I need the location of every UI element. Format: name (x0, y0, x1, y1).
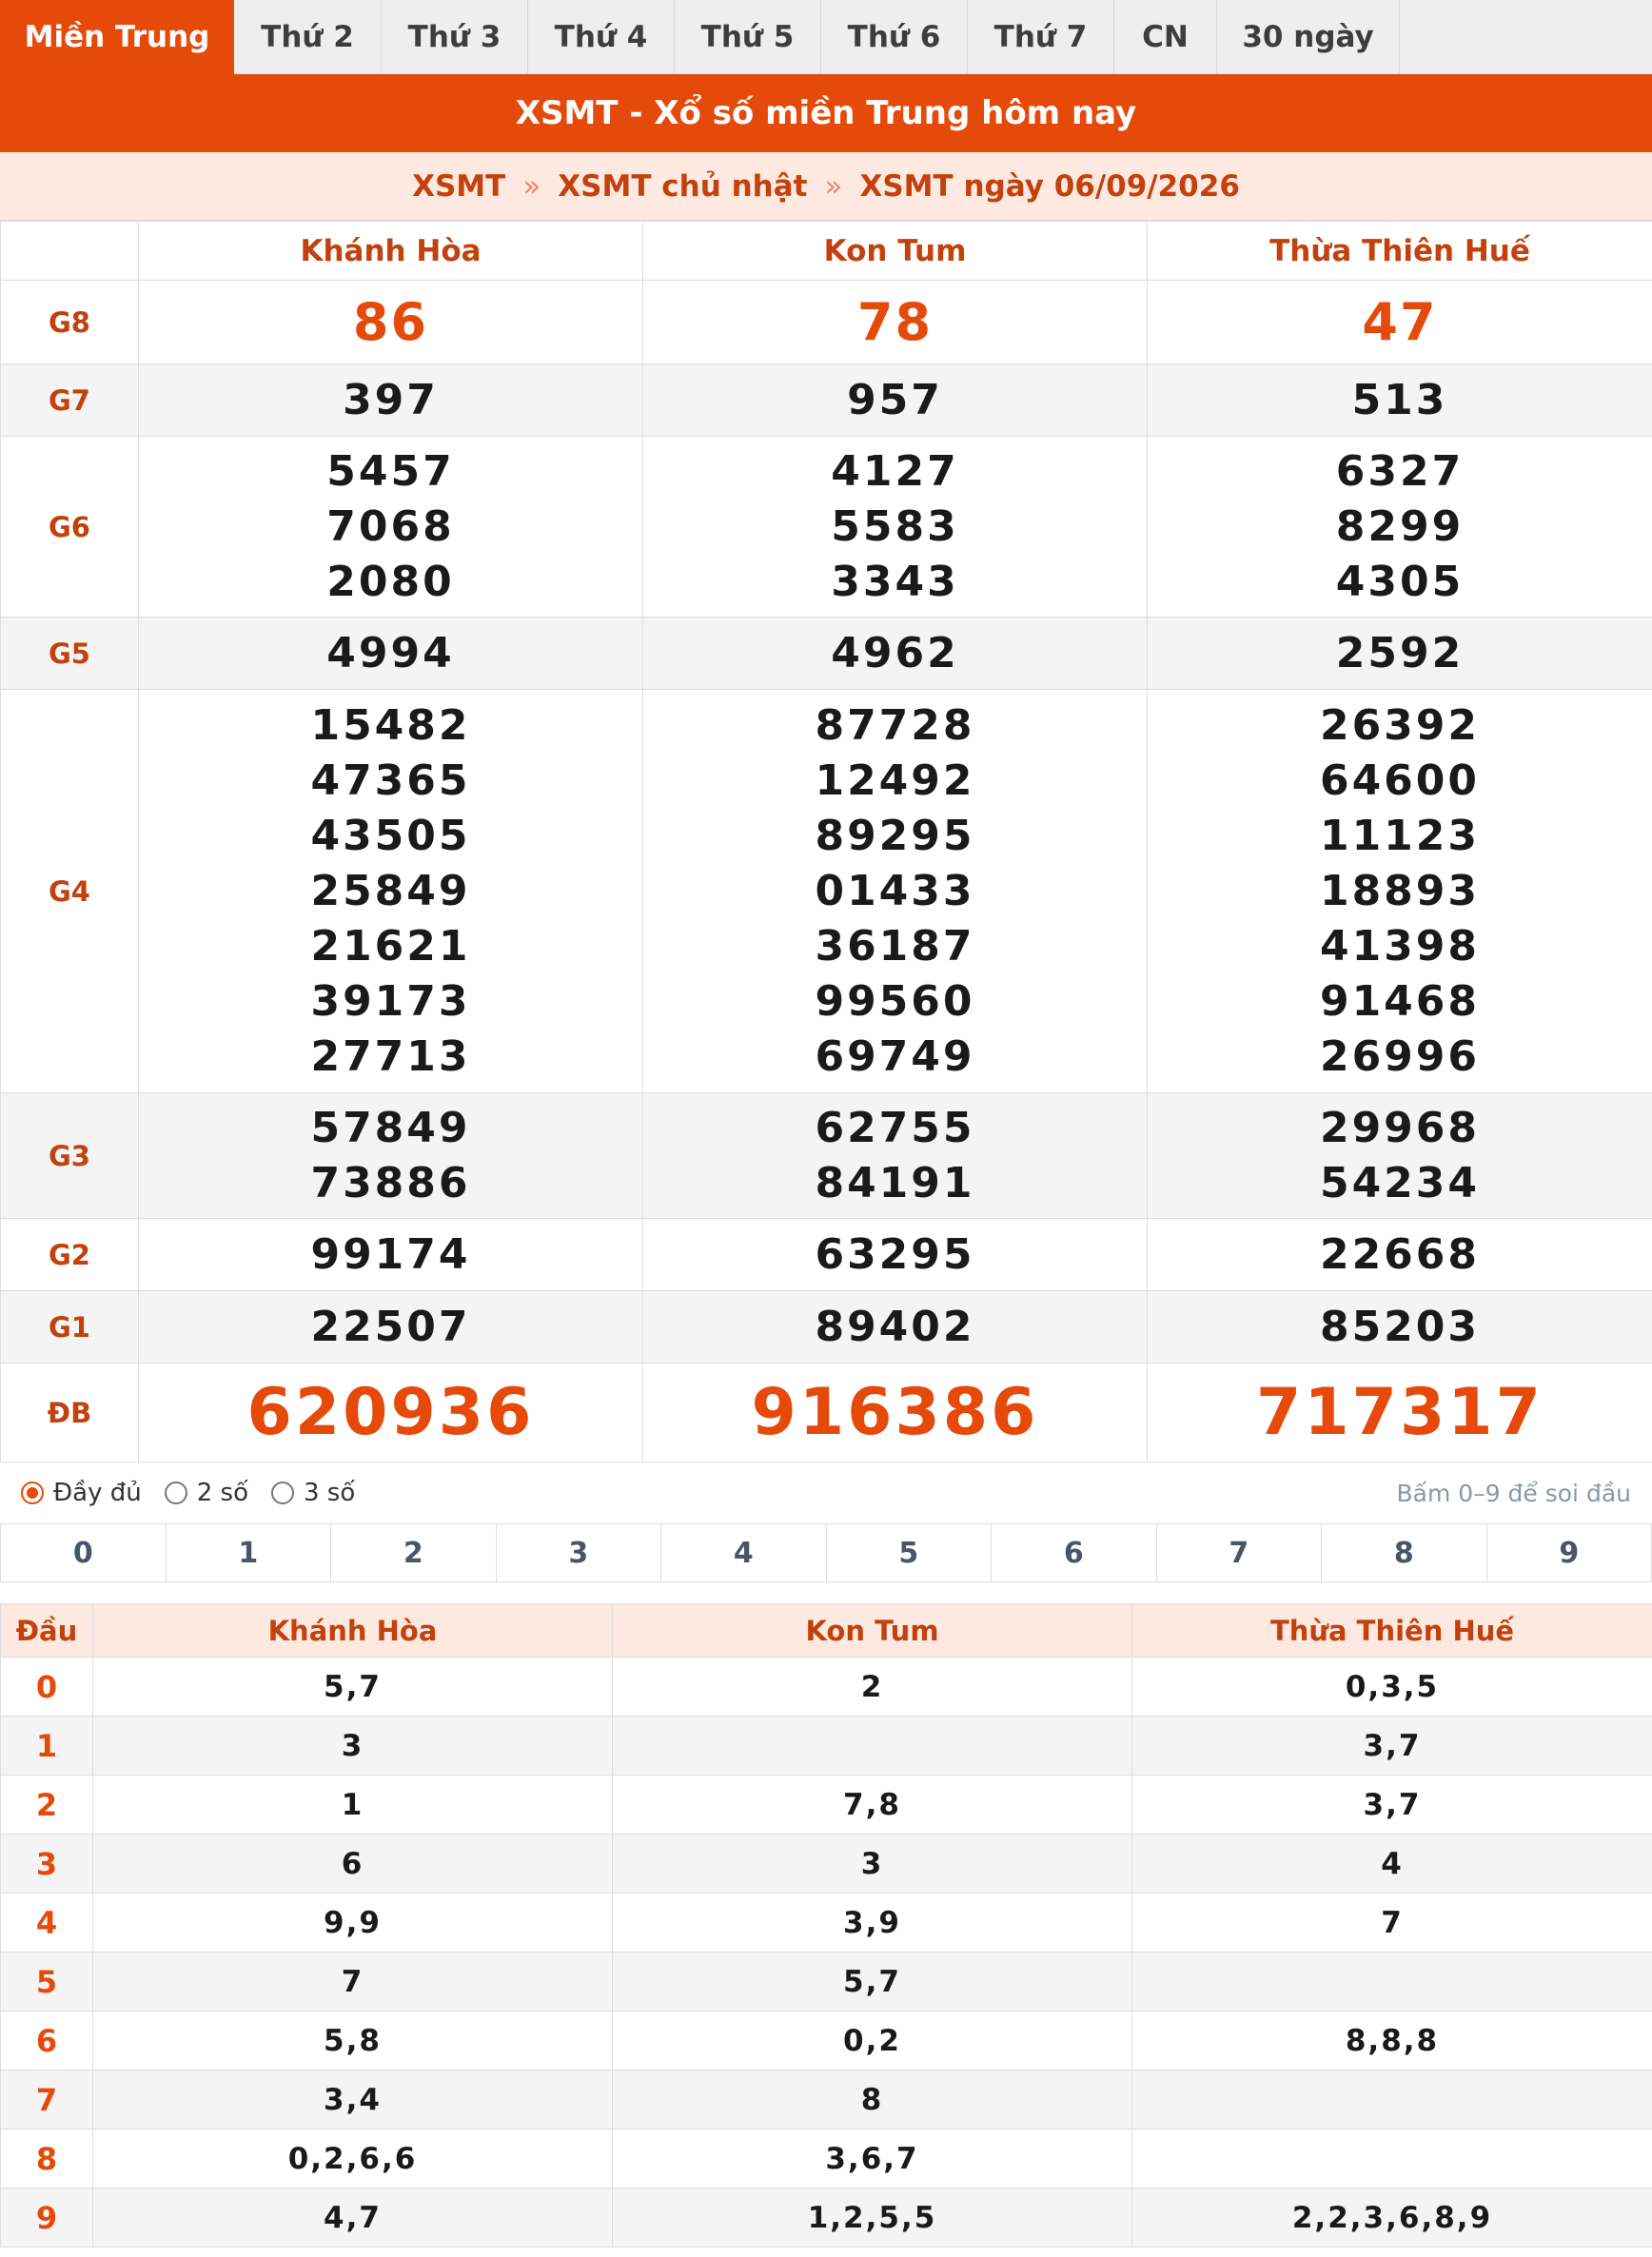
province-header: Kon Tum (613, 1604, 1132, 1658)
special-prize-number: 717317 (1256, 1374, 1544, 1450)
prize-cell (1148, 1093, 1652, 1219)
prize-number: 27713 (310, 1031, 471, 1081)
prize-number: 15482 (310, 700, 471, 750)
prize-number: 3343 (831, 557, 959, 606)
prize-number: 5583 (831, 501, 959, 551)
prize-number: 957 (847, 375, 943, 424)
province-header: Khánh Hòa (93, 1604, 613, 1658)
prize-cell (1148, 364, 1652, 437)
special-prize-number: 916386 (751, 1374, 1039, 1450)
digit-button-4[interactable]: 4 (661, 1524, 827, 1581)
digit-filter (0, 1523, 1652, 1582)
prize-label: G5 (1, 618, 139, 690)
prize-number: 87728 (815, 700, 975, 750)
option-day-du[interactable] (21, 1479, 142, 1507)
province-header: Thừa Thiên Huế (1132, 1604, 1652, 1658)
tab-mien-trung[interactable]: Miền Trung (0, 0, 234, 74)
tab-thu-3[interactable]: Thứ 3 (382, 0, 528, 74)
dau-row (1, 1835, 1652, 1894)
tail-digits: 5,7 (93, 1658, 613, 1717)
dau-digit: 8 (1, 2129, 93, 2188)
prize-row (1, 364, 1652, 437)
dau-header: Đầu (1, 1604, 93, 1658)
breadcrumb-xsmt-chu-nhat[interactable]: XSMT chủ nhật (558, 168, 808, 204)
prize-number: 513 (1351, 375, 1448, 424)
dau-table (0, 1603, 1652, 2247)
display-options (0, 1462, 1652, 1523)
province-header: Kon Tum (643, 222, 1148, 281)
prize-number: 6327 (1335, 446, 1465, 496)
prize-number: 2080 (326, 557, 455, 606)
prize-number: 4127 (831, 446, 959, 496)
prize-row (1, 618, 1652, 690)
prize-row (1, 1219, 1652, 1291)
prize-number: 84191 (815, 1158, 975, 1207)
results-table (0, 221, 1652, 1462)
page-title: XSMT - Xổ số miền Trung hôm nay (0, 74, 1652, 152)
prize-row (1, 437, 1652, 618)
option-label: 2 số (196, 1479, 248, 1507)
tail-digits: 4 (1132, 1835, 1652, 1894)
prize-number: 21621 (310, 921, 471, 971)
dau-digit: 9 (1, 2188, 93, 2247)
prize-cell (139, 364, 643, 437)
prize-number: 99174 (310, 1229, 471, 1279)
prize-number: 26996 (1319, 1031, 1481, 1081)
prize-number: 2592 (1335, 628, 1465, 677)
prize-number: 64600 (1319, 756, 1481, 805)
prize-row (1, 1291, 1652, 1364)
prize-number: 5457 (326, 446, 455, 496)
dau-row (1, 1953, 1652, 2012)
prize-number: 01433 (815, 866, 975, 915)
tail-digits: 0,2,6,6 (93, 2129, 613, 2188)
tail-digits: 5,7 (613, 1953, 1132, 2012)
dau-digit: 2 (1, 1776, 93, 1835)
option-label: Đầy đủ (53, 1479, 142, 1507)
radio-icon[interactable] (21, 1482, 44, 1504)
prize-label: G2 (1, 1219, 139, 1291)
prize-cell (139, 1219, 643, 1291)
prize-number: 86 (352, 291, 429, 352)
prize-cell (1148, 618, 1652, 690)
tail-digits: 6 (93, 1835, 613, 1894)
prize-number: 47365 (310, 756, 471, 805)
tail-digits: 3 (613, 1835, 1132, 1894)
prize-cell (643, 1364, 1148, 1462)
tail-digits: 3,9 (613, 1894, 1132, 1953)
prize-number: 36187 (815, 921, 975, 971)
dau-digit: 1 (1, 1717, 93, 1776)
prize-number: 4994 (326, 628, 455, 677)
dau-row (1, 1894, 1652, 1953)
tail-digits (613, 1717, 1132, 1776)
prize-number: 18893 (1319, 866, 1481, 915)
dau-digit: 7 (1, 2071, 93, 2129)
tail-digits: 7 (1132, 1894, 1652, 1953)
breadcrumb (0, 152, 1652, 221)
tail-digits: 4,7 (93, 2188, 613, 2247)
dau-digit: 0 (1, 1658, 93, 1717)
prize-cell (1148, 1364, 1652, 1462)
breadcrumb-separator: » (522, 168, 541, 204)
prize-row (1, 281, 1652, 364)
prize-number: 22668 (1319, 1229, 1481, 1279)
prize-number: 7068 (326, 501, 455, 551)
prize-number: 69749 (815, 1031, 975, 1081)
prize-cell (643, 281, 1148, 364)
prize-cell (1148, 437, 1652, 618)
prize-label: G8 (1, 281, 139, 364)
dau-digit: 6 (1, 2012, 93, 2071)
prize-label: G1 (1, 1291, 139, 1364)
prize-number: 63295 (815, 1229, 975, 1279)
prize-cell (139, 281, 643, 364)
option-2-so[interactable] (165, 1479, 248, 1507)
prize-cell (1148, 1291, 1652, 1364)
dau-row (1, 2071, 1652, 2129)
radio-icon[interactable] (165, 1482, 187, 1504)
digit-button-5[interactable]: 5 (827, 1524, 993, 1581)
prize-label: ĐB (1, 1364, 139, 1462)
province-header: Thừa Thiên Huế (1148, 222, 1652, 281)
tab-thu-2[interactable]: Thứ 2 (234, 0, 382, 74)
prize-label: G7 (1, 364, 139, 437)
prize-number: 85203 (1319, 1302, 1481, 1351)
prize-number: 99560 (815, 976, 975, 1026)
dau-row (1, 1776, 1652, 1835)
day-tabs (0, 0, 1652, 74)
prize-cell (139, 1093, 643, 1219)
tab-thu-5[interactable]: Thứ 5 (675, 0, 821, 74)
prize-number: 29968 (1319, 1103, 1481, 1152)
breadcrumb-separator: » (824, 168, 843, 204)
province-header: Khánh Hòa (139, 222, 643, 281)
dau-digit: 5 (1, 1953, 93, 2012)
prize-number: 62755 (815, 1103, 975, 1152)
prize-number: 8299 (1335, 501, 1465, 551)
prize-cell (643, 437, 1148, 618)
tail-digits: 0,3,5 (1132, 1658, 1652, 1717)
tail-digits (1132, 1953, 1652, 2012)
corner-cell (1, 222, 139, 281)
tail-digits: 2 (613, 1658, 1132, 1717)
prize-label: G3 (1, 1093, 139, 1219)
tail-digits: 8,8,8 (1132, 2012, 1652, 2071)
hint-text: Bấm 0–9 để soi đầu (1396, 1479, 1631, 1507)
tab-thu-6[interactable]: Thứ 6 (821, 0, 968, 74)
prize-cell (643, 690, 1148, 1093)
prize-number: 91468 (1319, 976, 1481, 1026)
prize-cell (643, 1291, 1148, 1364)
digit-button-6[interactable]: 6 (992, 1524, 1157, 1581)
prize-number: 43505 (310, 811, 471, 860)
digit-button-7[interactable]: 7 (1157, 1524, 1323, 1581)
prize-cell (1148, 1219, 1652, 1291)
prize-number: 397 (343, 375, 439, 424)
prize-cell (1148, 281, 1652, 364)
prize-number: 4305 (1335, 557, 1465, 606)
option-3-so[interactable] (271, 1479, 355, 1507)
dau-row (1, 2188, 1652, 2247)
tail-digits: 7 (93, 1953, 613, 2012)
prize-row (1, 1364, 1652, 1462)
tail-digits: 5,8 (93, 2012, 613, 2071)
tab-cn[interactable]: CN (1114, 0, 1217, 74)
tab-30-ngay[interactable]: 30 ngày (1217, 0, 1400, 74)
special-prize-number: 620936 (246, 1374, 535, 1450)
tail-digits: 9,9 (93, 1894, 613, 1953)
tab-thu-7[interactable]: Thứ 7 (968, 0, 1114, 74)
prize-number: 12492 (815, 756, 975, 805)
dau-row (1, 2012, 1652, 2071)
prize-cell (643, 364, 1148, 437)
prize-number: 47 (1362, 291, 1438, 352)
tail-digits: 3 (93, 1717, 613, 1776)
prize-cell (643, 1093, 1148, 1219)
radio-icon[interactable] (271, 1482, 294, 1504)
option-label: 3 số (303, 1479, 356, 1507)
tail-digits: 1 (93, 1776, 613, 1835)
prize-number: 25849 (310, 866, 471, 915)
tail-digits: 3,7 (1132, 1776, 1652, 1835)
prize-number: 89295 (815, 811, 975, 860)
tail-digits: 0,2 (613, 2012, 1132, 2071)
tail-digits: 3,6,7 (613, 2129, 1132, 2188)
prize-cell (139, 1291, 643, 1364)
dau-row (1, 1717, 1652, 1776)
tail-digits: 3,7 (1132, 1717, 1652, 1776)
prize-cell (643, 1219, 1148, 1291)
breadcrumb-xsmt[interactable]: XSMT (412, 168, 506, 204)
tab-thu-4[interactable]: Thứ 4 (528, 0, 675, 74)
breadcrumb-current-date[interactable]: XSMT ngày 06/09/2026 (859, 168, 1240, 204)
prize-number: 11123 (1319, 811, 1481, 860)
dau-row (1, 1658, 1652, 1717)
digit-button-9[interactable]: 9 (1487, 1524, 1652, 1581)
prize-cell (1148, 690, 1652, 1093)
dau-digit: 3 (1, 1835, 93, 1894)
prize-number: 4962 (831, 628, 959, 677)
prize-cell (643, 618, 1148, 690)
digit-button-8[interactable]: 8 (1322, 1524, 1487, 1581)
prize-number: 41398 (1319, 921, 1481, 971)
prize-cell (139, 618, 643, 690)
prize-row (1, 1093, 1652, 1219)
tail-digits: 8 (613, 2071, 1132, 2129)
prize-number: 57849 (310, 1103, 471, 1152)
prize-number: 73886 (310, 1158, 471, 1207)
prize-number: 26392 (1319, 700, 1481, 750)
digit-button-1[interactable]: 1 (167, 1524, 332, 1581)
tail-digits (1132, 2129, 1652, 2188)
prize-number: 78 (856, 291, 934, 352)
prize-cell (139, 690, 643, 1093)
digit-button-2[interactable]: 2 (331, 1524, 497, 1581)
prize-label: G6 (1, 437, 139, 618)
dau-row (1, 2129, 1652, 2188)
digit-button-0[interactable]: 0 (1, 1524, 167, 1581)
prize-number: 39173 (310, 976, 471, 1026)
prize-cell (139, 1364, 643, 1462)
tail-digits: 3,4 (93, 2071, 613, 2129)
prize-row (1, 690, 1652, 1093)
prize-number: 54234 (1319, 1158, 1481, 1207)
tail-digits: 2,2,3,6,8,9 (1132, 2188, 1652, 2247)
prize-cell (139, 437, 643, 618)
prize-number: 22507 (310, 1302, 471, 1351)
tail-digits (1132, 2071, 1652, 2129)
tail-digits: 1,2,5,5 (613, 2188, 1132, 2247)
digit-button-3[interactable]: 3 (497, 1524, 662, 1581)
prize-label: G4 (1, 690, 139, 1093)
prize-number: 89402 (815, 1302, 975, 1351)
dau-digit: 4 (1, 1894, 93, 1953)
tail-digits: 7,8 (613, 1776, 1132, 1835)
